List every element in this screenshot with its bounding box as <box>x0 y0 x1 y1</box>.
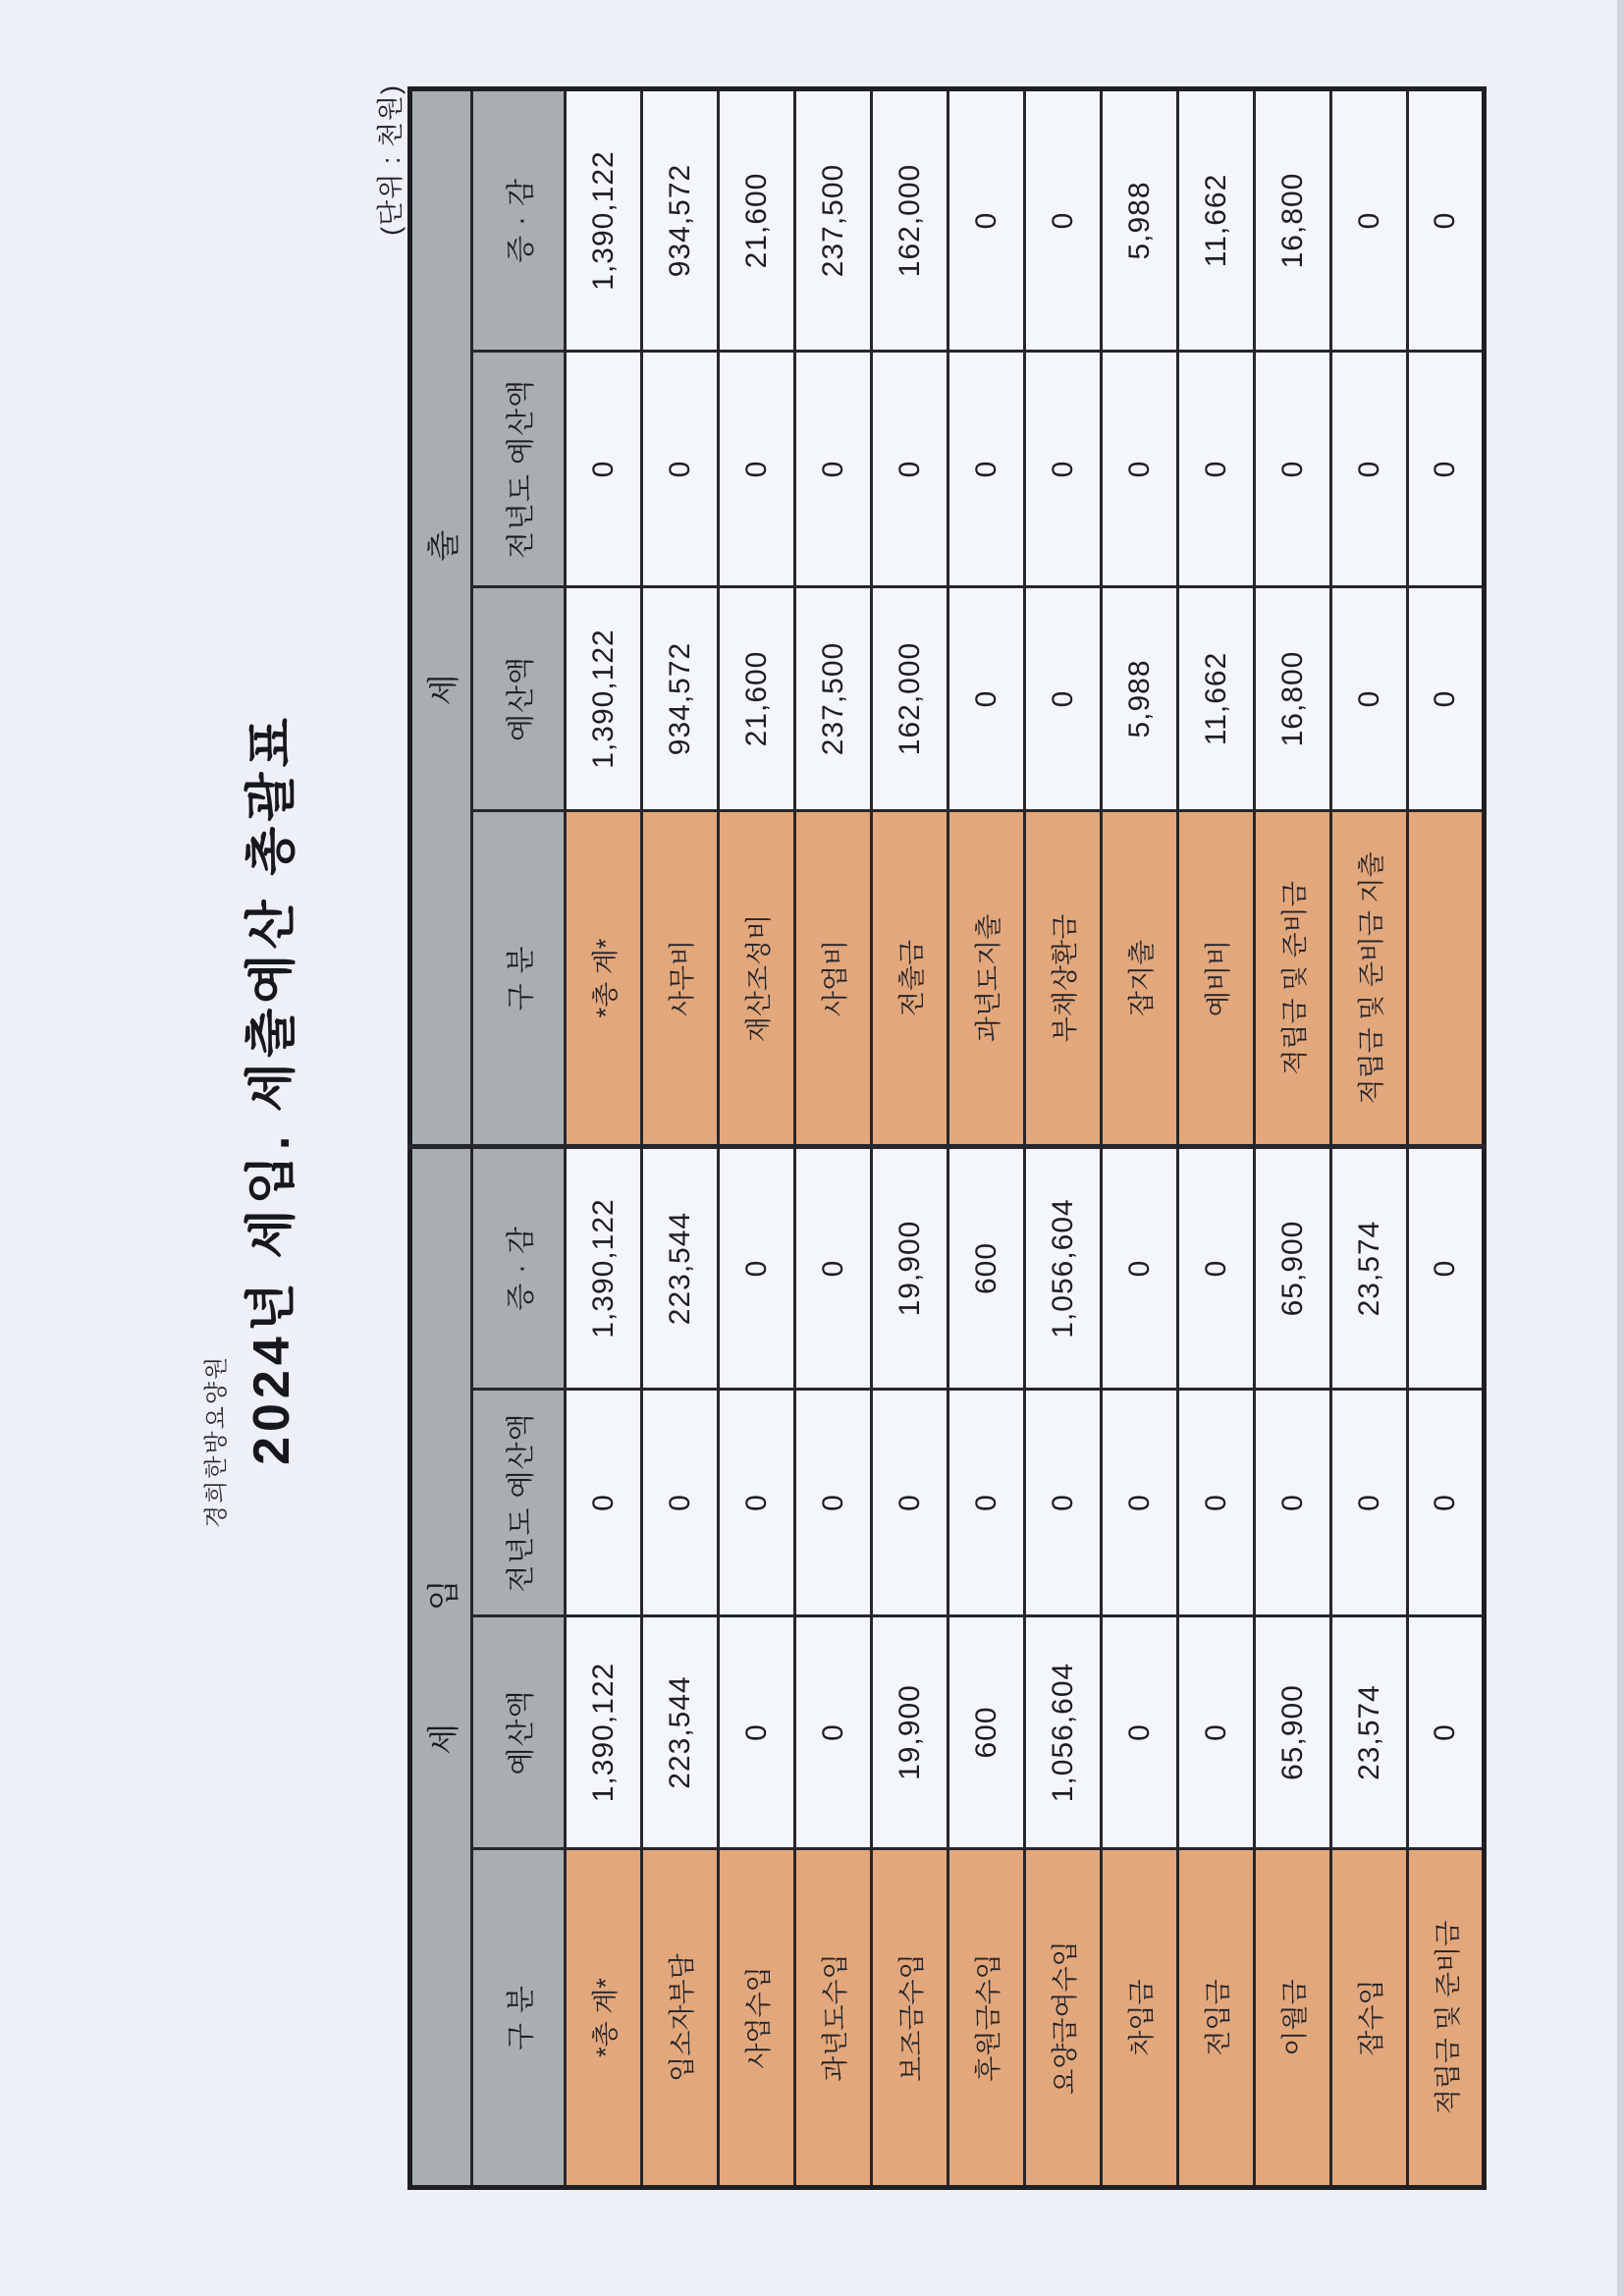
expenditure-change-cell: 21,600 <box>719 89 795 352</box>
revenue-category-cell: 이월금 <box>1255 1849 1331 2188</box>
expenditure-prev-year-cell: 0 <box>1255 352 1331 587</box>
expenditure-group-header: 세 출 <box>410 89 472 1147</box>
revenue-prev-year-cell: 0 <box>1331 1390 1408 1616</box>
revenue-budget-cell: 223,544 <box>642 1616 719 1849</box>
expenditure-budget-cell: 237,500 <box>795 587 872 811</box>
revenue-change-cell: 0 <box>1408 1147 1485 1390</box>
column-header-row <box>472 89 566 2188</box>
expenditure-category-cell: 사무비 <box>642 811 719 1147</box>
organization-name: 경희한방요양원 <box>203 1354 230 1528</box>
expenditure-change-cell: 0 <box>1331 89 1408 352</box>
expenditure-prev-year-cell: 0 <box>948 352 1025 587</box>
table-row <box>1025 89 1102 2188</box>
budget-summary-table <box>407 86 1487 2190</box>
expenditure-budget-cell: 5,988 <box>1102 587 1178 811</box>
revenue-prev-year-cell: 0 <box>795 1390 872 1616</box>
expenditure-category-cell: 과년도지출 <box>948 811 1025 1147</box>
expenditure-change-header: 증 · 감 <box>472 89 566 352</box>
revenue-change-cell: 223,544 <box>642 1147 719 1390</box>
revenue-category-cell: *총 계* <box>566 1849 642 2188</box>
revenue-change-cell: 600 <box>948 1147 1025 1390</box>
table-row <box>642 89 719 2188</box>
expenditure-prev-year-cell: 0 <box>1025 352 1102 587</box>
expenditure-prev-year-cell: 0 <box>1331 352 1408 587</box>
revenue-budget-cell: 0 <box>1102 1616 1178 1849</box>
expenditure-change-cell: 162,000 <box>872 89 948 352</box>
revenue-budget-cell: 0 <box>795 1616 872 1849</box>
revenue-category-cell: 전입금 <box>1178 1849 1255 2188</box>
expenditure-budget-cell: 0 <box>1408 587 1485 811</box>
expenditure-budget-cell: 0 <box>1331 587 1408 811</box>
revenue-category-cell: 보조금수입 <box>872 1849 948 2188</box>
revenue-prev-year-header: 전년도 예산액 <box>472 1390 566 1616</box>
revenue-prev-year-cell: 0 <box>719 1390 795 1616</box>
revenue-change-cell: 0 <box>1178 1147 1255 1390</box>
expenditure-prev-year-cell: 0 <box>795 352 872 587</box>
revenue-category-cell: 후원금수입 <box>948 1849 1025 2188</box>
revenue-change-cell: 1,390,122 <box>566 1147 642 1390</box>
expenditure-budget-cell: 934,572 <box>642 587 719 811</box>
expenditure-category-cell: 예비비 <box>1178 811 1255 1147</box>
expenditure-prev-year-cell: 0 <box>1102 352 1178 587</box>
expenditure-budget-cell: 11,662 <box>1178 587 1255 811</box>
revenue-budget-cell: 600 <box>948 1616 1025 1849</box>
table-row <box>566 89 642 2188</box>
expenditure-category-cell: *총 계* <box>566 811 642 1147</box>
expenditure-budget-cell: 16,800 <box>1255 587 1331 811</box>
revenue-category-cell: 사업수입 <box>719 1849 795 2188</box>
revenue-budget-cell: 23,574 <box>1331 1616 1408 1849</box>
revenue-change-cell: 0 <box>719 1147 795 1390</box>
expenditure-change-cell: 0 <box>1025 89 1102 352</box>
revenue-category-cell: 차입금 <box>1102 1849 1178 2188</box>
expenditure-change-cell: 5,988 <box>1102 89 1178 352</box>
expenditure-category-header: 구 분 <box>472 811 566 1147</box>
expenditure-budget-cell: 0 <box>948 587 1025 811</box>
expenditure-prev-year-cell: 0 <box>719 352 795 587</box>
expenditure-category-cell <box>1408 811 1485 1147</box>
table-row <box>872 89 948 2188</box>
table-row <box>948 89 1025 2188</box>
revenue-budget-cell: 19,900 <box>872 1616 948 1849</box>
expenditure-budget-cell: 1,390,122 <box>566 587 642 811</box>
table-row <box>795 89 872 2188</box>
expenditure-prev-year-cell: 0 <box>1178 352 1255 587</box>
revenue-prev-year-cell: 0 <box>1025 1390 1102 1616</box>
expenditure-prev-year-cell: 0 <box>642 352 719 587</box>
revenue-budget-cell: 0 <box>1408 1616 1485 1849</box>
unit-note: (단위 : 천원) <box>376 84 406 236</box>
table-row <box>1331 89 1408 2188</box>
budget-table-body <box>566 89 1485 2188</box>
scan-edge-artifact <box>1617 0 1624 2296</box>
revenue-change-cell: 65,900 <box>1255 1147 1331 1390</box>
revenue-category-cell: 잡수입 <box>1331 1849 1408 2188</box>
expenditure-prev-year-header: 전년도 예산액 <box>472 352 566 587</box>
expenditure-change-cell: 0 <box>948 89 1025 352</box>
page-title: 2024년 세입. 세출예산 총괄표 <box>244 713 300 1465</box>
table-row <box>1178 89 1255 2188</box>
revenue-category-header: 구 분 <box>472 1849 566 2188</box>
revenue-budget-cell: 0 <box>719 1616 795 1849</box>
revenue-prev-year-cell: 0 <box>1408 1390 1485 1616</box>
revenue-prev-year-cell: 0 <box>872 1390 948 1616</box>
expenditure-change-cell: 1,390,122 <box>566 89 642 352</box>
expenditure-budget-cell: 162,000 <box>872 587 948 811</box>
revenue-budget-cell: 1,390,122 <box>566 1616 642 1849</box>
expenditure-budget-cell: 0 <box>1025 587 1102 811</box>
expenditure-change-cell: 11,662 <box>1178 89 1255 352</box>
revenue-change-cell: 19,900 <box>872 1147 948 1390</box>
expenditure-category-cell: 잡지출 <box>1102 811 1178 1147</box>
expenditure-category-cell: 적립금 및 준비금 <box>1255 811 1331 1147</box>
revenue-change-cell: 0 <box>795 1147 872 1390</box>
expenditure-prev-year-cell: 0 <box>872 352 948 587</box>
expenditure-prev-year-cell: 0 <box>566 352 642 587</box>
expenditure-change-cell: 16,800 <box>1255 89 1331 352</box>
expenditure-budget-cell: 21,600 <box>719 587 795 811</box>
revenue-category-cell: 입소자부담 <box>642 1849 719 2188</box>
revenue-change-cell: 23,574 <box>1331 1147 1408 1390</box>
revenue-category-cell: 과년도수입 <box>795 1849 872 2188</box>
expenditure-category-cell: 전출금 <box>872 811 948 1147</box>
revenue-budget-cell: 65,900 <box>1255 1616 1331 1849</box>
revenue-prev-year-cell: 0 <box>566 1390 642 1616</box>
expenditure-prev-year-cell: 0 <box>1408 352 1485 587</box>
revenue-change-cell: 0 <box>1102 1147 1178 1390</box>
revenue-prev-year-cell: 0 <box>1255 1390 1331 1616</box>
revenue-budget-cell: 0 <box>1178 1616 1255 1849</box>
revenue-prev-year-cell: 0 <box>948 1390 1025 1616</box>
revenue-category-cell: 적립금 및 준비금 <box>1408 1849 1485 2188</box>
table-row <box>1255 89 1331 2188</box>
revenue-category-cell: 요양급여수입 <box>1025 1849 1102 2188</box>
expenditure-category-cell: 부채상환금 <box>1025 811 1102 1147</box>
expenditure-category-cell: 사업비 <box>795 811 872 1147</box>
revenue-change-cell: 1,056,604 <box>1025 1147 1102 1390</box>
revenue-prev-year-cell: 0 <box>642 1390 719 1616</box>
table-row <box>1102 89 1178 2188</box>
revenue-change-header: 증 · 감 <box>472 1147 566 1390</box>
revenue-prev-year-cell: 0 <box>1178 1390 1255 1616</box>
expenditure-category-cell: 재산조성비 <box>719 811 795 1147</box>
expenditure-budget-header: 예산액 <box>472 587 566 811</box>
expenditure-change-cell: 934,572 <box>642 89 719 352</box>
revenue-budget-header: 예산액 <box>472 1616 566 1849</box>
revenue-budget-cell: 1,056,604 <box>1025 1616 1102 1849</box>
group-header-row <box>410 89 472 2188</box>
expenditure-category-cell: 적립금 및 준비금 지출 <box>1331 811 1408 1147</box>
expenditure-change-cell: 0 <box>1408 89 1485 352</box>
revenue-prev-year-cell: 0 <box>1102 1390 1178 1616</box>
revenue-group-header: 세 입 <box>410 1147 472 2188</box>
table-row <box>1408 89 1485 2188</box>
expenditure-change-cell: 237,500 <box>795 89 872 352</box>
table-row <box>719 89 795 2188</box>
